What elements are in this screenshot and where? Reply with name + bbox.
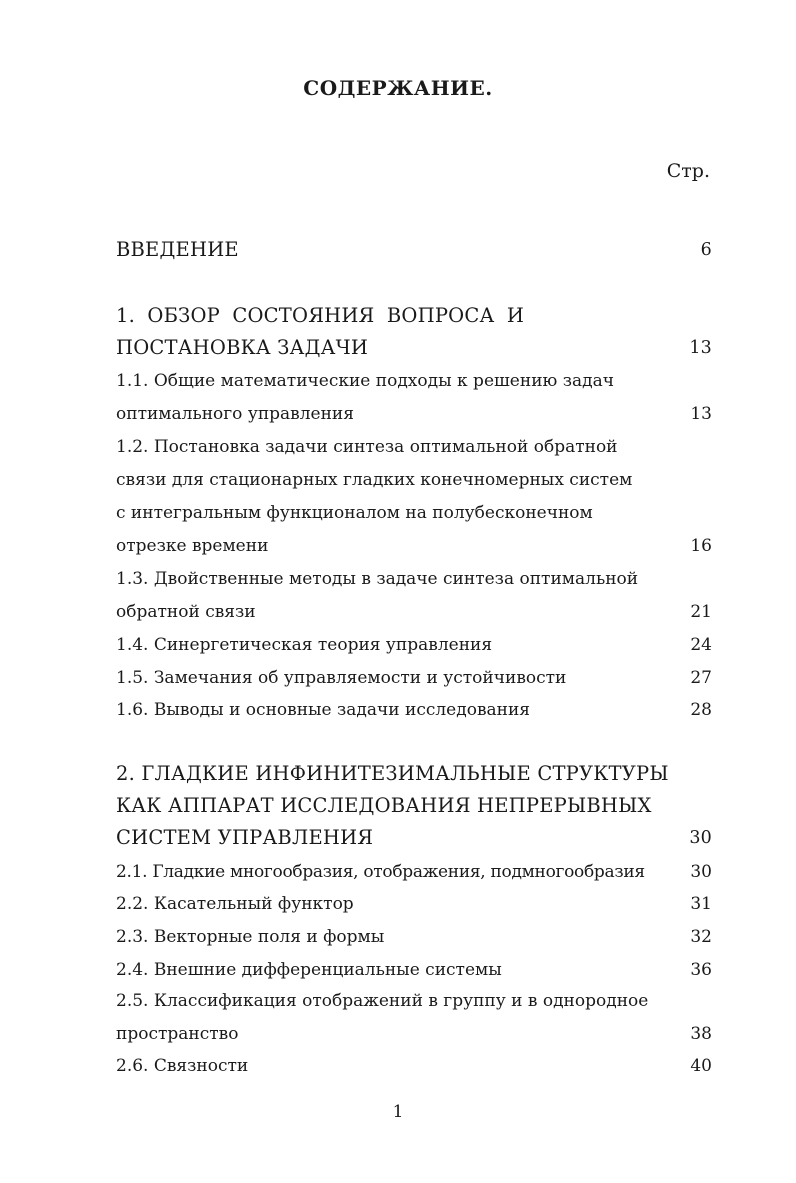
toc-entry-1-3-line-2	[116, 596, 712, 628]
toc-entry-text: 2.2. Касательный функтор	[116, 894, 354, 914]
toc-entry-chapter-2-line-1	[116, 758, 712, 790]
toc-entry-page: 13	[690, 404, 712, 424]
toc-entry-text: ВВЕДЕНИЕ	[116, 238, 239, 261]
toc-entry-text: оптимального управления	[116, 404, 354, 424]
toc-entry-text: 1.3. Двойственные методы в задаче синтеза оптимальной	[116, 569, 639, 589]
page-title: СОДЕРЖАНИЕ.	[303, 76, 493, 100]
toc-entry-text: отрезке времени	[116, 536, 269, 556]
toc-entry-1-5	[116, 662, 712, 694]
toc-entry-text: обратной связи	[116, 602, 256, 622]
toc-entry-1-4	[116, 629, 712, 661]
toc-entry-introduction	[116, 234, 712, 266]
toc-entry-chapter-2-line-3	[116, 822, 712, 854]
page-number: 1	[392, 1102, 404, 1122]
toc-entry-page: 6	[700, 240, 712, 260]
toc-entry-text: 2.6. Связности	[116, 1056, 249, 1076]
toc-entry-text: 1.2. Постановка задачи синтеза оптимальной обратной	[116, 437, 618, 457]
toc-entry-text: 2.4. Внешние дифференциальные системы	[116, 960, 502, 980]
toc-entry-chapter-1-line-2	[116, 332, 712, 364]
toc-entry-text: 2. ГЛАДКИЕ ИНФИНИТЕЗИМАЛЬНЫЕ СТРУКТУРЫ	[116, 762, 669, 785]
toc-entry-page: 28	[690, 700, 712, 720]
toc-entry-text: ПОСТАНОВКА ЗАДАЧИ	[116, 336, 369, 359]
toc-entry-2-6	[116, 1050, 712, 1082]
toc-entry-2-2	[116, 888, 712, 920]
toc-entry-2-5-line-2	[116, 1018, 712, 1050]
toc-entry-1-2-line-1	[116, 431, 712, 463]
toc-entry-text: 2.3. Векторные поля и формы	[116, 927, 385, 947]
toc-entry-page: 31	[690, 894, 712, 914]
toc-entry-text: 1.6. Выводы и основные задачи исследования	[116, 700, 531, 720]
toc-entry-page: 40	[690, 1056, 712, 1076]
toc-entry-text: 2.5. Классификация отображений в группу и в однородное	[116, 991, 649, 1011]
toc-entry-2-3	[116, 921, 712, 953]
toc-entry-page: 13	[689, 338, 712, 358]
toc-entry-page: 27	[690, 668, 712, 688]
toc-entry-page: 30	[690, 862, 712, 882]
toc-entry-text: связи для стационарных гладких конечномерных систем	[116, 470, 633, 490]
toc-entry-text: КАК АППАРАТ ИССЛЕДОВАНИЯ НЕПРЕРЫВНЫХ	[116, 794, 652, 817]
toc-entry-page: 32	[690, 927, 712, 947]
toc-entry-2-4	[116, 954, 712, 986]
toc-entry-text: 1.5. Замечания об управляемости и устойчивости	[116, 668, 567, 688]
toc-entry-page: 36	[690, 960, 712, 980]
toc-entry-chapter-1-line-1	[116, 300, 712, 332]
toc-entry-1-2-line-4	[116, 530, 712, 562]
toc-entry-2-1	[116, 856, 712, 888]
toc-entry-text: с интегральным функционалом на полубесконечном	[116, 503, 593, 523]
toc-entry-1-1-line-2	[116, 398, 712, 430]
toc-entry-text: 1.4. Синергетическая теория управления	[116, 635, 493, 655]
toc-entry-2-5-line-1	[116, 985, 712, 1017]
toc-entry-chapter-2-line-2	[116, 790, 712, 822]
toc-entry-1-3-line-1	[116, 563, 712, 595]
toc-entry-page: 21	[690, 602, 712, 622]
page-column-label: Стр.	[666, 160, 710, 182]
toc-entry-1-6	[116, 694, 712, 726]
toc-entry-page: 38	[690, 1024, 712, 1044]
toc-entry-text: 1. ОБЗОР СОСТОЯНИЯ ВОПРОСА И	[116, 304, 525, 327]
toc-entry-page: 24	[690, 635, 712, 655]
toc-entry-1-2-line-2	[116, 464, 712, 496]
toc-entry-page: 16	[690, 536, 712, 556]
toc-entry-page: 30	[689, 828, 712, 848]
toc-entry-text: 2.1. Гладкие многообразия, отображения, подмногообразия	[116, 862, 645, 882]
toc-entry-text: СИСТЕМ УПРАВЛЕНИЯ	[116, 826, 374, 849]
toc-entry-text: пространство	[116, 1024, 239, 1044]
toc-entry-1-2-line-3	[116, 497, 712, 529]
toc-entry-text: 1.1. Общие математические подходы к решению задач	[116, 371, 614, 391]
toc-entry-1-1-line-1	[116, 365, 712, 397]
